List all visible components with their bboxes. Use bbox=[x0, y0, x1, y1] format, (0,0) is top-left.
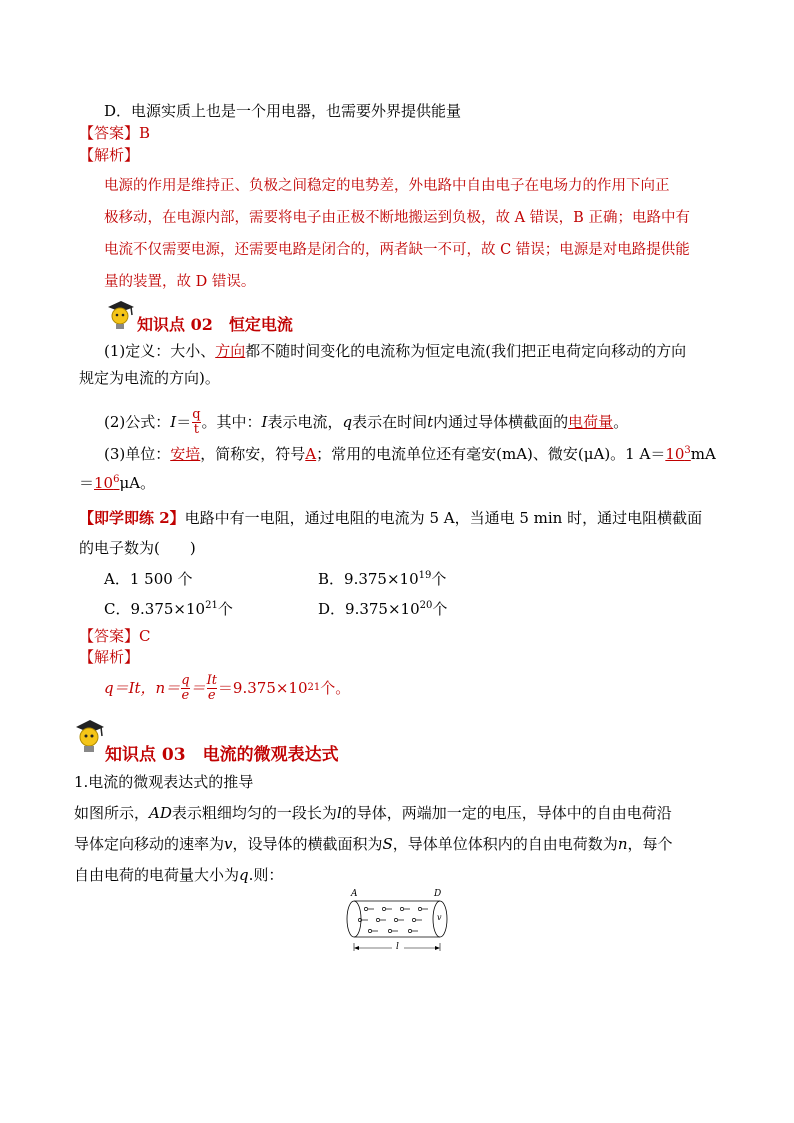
formula-text: 内通过导体横截面的 bbox=[433, 413, 569, 431]
p-text: 表示粗细均匀的一段长为 bbox=[171, 804, 337, 822]
opt-text: C．9.375×10 bbox=[104, 600, 206, 618]
formula-eq: ＝ bbox=[176, 413, 192, 431]
unit-blank-1e3 bbox=[665, 445, 690, 463]
label-v: v bbox=[437, 913, 442, 922]
label-d: D bbox=[434, 889, 442, 899]
kp2-unit-line2 bbox=[79, 473, 155, 493]
practice-analysis-label: 【解析】 bbox=[79, 648, 140, 666]
scholar-bulb-icon bbox=[104, 298, 136, 332]
p-var: AD bbox=[149, 804, 172, 822]
unit-blank-1e6 bbox=[94, 474, 119, 492]
formula-text: 表示在时间 bbox=[352, 413, 428, 431]
p-var: l bbox=[336, 804, 342, 822]
unit-text: mA bbox=[690, 445, 716, 463]
unit-blank-symbol: A bbox=[305, 445, 317, 463]
unit-base: 10 bbox=[665, 445, 685, 463]
practice-answer bbox=[79, 626, 151, 646]
opt-exp: 19 bbox=[418, 570, 432, 581]
answer-label: 【答案】 bbox=[79, 124, 140, 142]
def-blank-direction: 方向 bbox=[215, 342, 246, 360]
unit-text: ，简称安，符号 bbox=[200, 445, 306, 463]
kp3-subhead: 1.电流的微观表达式的推导 bbox=[74, 773, 254, 791]
answer-label: 【答案】 bbox=[79, 627, 140, 645]
kp2-unit bbox=[104, 444, 716, 464]
unit-exp: 6 bbox=[113, 474, 120, 485]
option-c bbox=[104, 599, 233, 619]
formula-text: 。 bbox=[613, 413, 629, 431]
answer-value: B bbox=[139, 124, 151, 142]
opt-text: D．9.375×10 bbox=[318, 600, 420, 618]
formula-text: 。其中： bbox=[201, 413, 262, 431]
p-text: ，设导体的横截面积为 bbox=[232, 835, 383, 853]
option-a: A．1 500 个 bbox=[104, 570, 193, 588]
practice-stem-text: 电路中有一电阻，通过电阻的电流为 5 A，当通电 5 min 时，通过电阻横截面 bbox=[184, 509, 703, 527]
opt-text: 个 bbox=[431, 570, 447, 588]
sol-text: q＝It，n＝ bbox=[104, 679, 181, 697]
unit-text: ；常用的电流单位还有毫安(mA)、微安(μA)。1 A＝ bbox=[316, 445, 666, 463]
frac-num: q bbox=[181, 672, 190, 688]
sol-text: ＝9.375×10 bbox=[217, 679, 308, 697]
scholar-bulb-icon bbox=[72, 717, 106, 755]
label-l: l bbox=[396, 942, 399, 952]
option-b bbox=[318, 569, 446, 589]
p-text: 自由电荷的电荷量大小为 bbox=[74, 866, 240, 884]
opt-exp: 20 bbox=[419, 600, 433, 611]
frac-num: q bbox=[192, 406, 201, 422]
p-text: ，导体单位体积内的自由电荷数为 bbox=[392, 835, 618, 853]
analysis-label: 【解析】 bbox=[79, 146, 140, 164]
kp3-paragraph-line3 bbox=[74, 865, 283, 885]
kp3-paragraph-line1 bbox=[74, 803, 672, 823]
fraction-q-over-t bbox=[192, 408, 200, 437]
p-var: n bbox=[617, 835, 628, 853]
kp2-formula bbox=[104, 402, 628, 442]
fraction-q-over-e bbox=[181, 674, 189, 703]
label-a: A bbox=[351, 889, 358, 899]
p-text: 导体定向移动的速率为 bbox=[74, 835, 225, 853]
practice-tag: 【即学即练 2】 bbox=[79, 509, 185, 527]
answer-line bbox=[79, 123, 150, 143]
kp2-definition bbox=[104, 341, 686, 361]
sol-text: ＝ bbox=[190, 679, 206, 697]
analysis-line: 量的装置，故 D 错误。 bbox=[104, 274, 256, 290]
kp3-paragraph-line2 bbox=[74, 834, 673, 854]
practice-stem bbox=[79, 508, 702, 528]
analysis-paragraph bbox=[104, 170, 690, 298]
formula-blank-charge: 电荷量 bbox=[568, 413, 614, 431]
p-var: S bbox=[382, 835, 393, 853]
practice-solution: q＝It，n＝ $\frac{q}{e}$ ＝ $\frac{It}{e}$ ＝9.375×10 21 个。 bbox=[104, 672, 351, 703]
p-var: q bbox=[239, 866, 249, 884]
unit-blank-ampere: 安培 bbox=[170, 445, 201, 463]
unit-exp: 3 bbox=[684, 445, 691, 456]
analysis-line: 电源的作用是维持正、负极之间稳定的电势差，外电路中自由电子在电场力的作用下向正 bbox=[104, 178, 670, 194]
def-text: 都不随时间变化的电流称为恒定电流(我们把正电荷定向移动的方向 bbox=[245, 342, 687, 360]
analysis-line: 电流不仅需要电源，还需要电路是闭合的，两者缺一不可，故 C 错误；电源是对电路提供能 bbox=[104, 242, 690, 258]
frac-num: It bbox=[206, 672, 217, 688]
frac-den: e bbox=[207, 687, 216, 703]
unit-base: 10 bbox=[94, 474, 114, 492]
unit-text: ＝ bbox=[79, 474, 95, 492]
opt-text: 个 bbox=[432, 600, 448, 618]
p-var: v bbox=[224, 835, 233, 853]
formula-i: I bbox=[170, 413, 177, 431]
p-text: 如图所示， bbox=[74, 804, 150, 822]
frac-den: t bbox=[193, 421, 199, 437]
option-d2 bbox=[318, 599, 447, 619]
kp3-title: 知识点 03 电流的微观表达式 bbox=[105, 745, 339, 765]
sol-text: 个。 bbox=[320, 679, 351, 697]
opt-exp: 21 bbox=[205, 600, 218, 611]
formula-text: 表示电流， bbox=[267, 413, 343, 431]
formula-label: (2)公式： bbox=[104, 413, 171, 431]
formula-q: q bbox=[342, 413, 353, 431]
analysis-line: 极移动，在电源内部，需要将电子由正极不断地搬运到负极，故 A 错误，B 正确；电路中有 bbox=[104, 210, 690, 226]
fraction-it-over-e bbox=[207, 674, 217, 703]
def-text: (1)定义：大小、 bbox=[104, 342, 216, 360]
option-d: D．电源实质上也是一个用电器，也需要外界提供能量 bbox=[104, 102, 462, 120]
formula-i: I bbox=[261, 413, 268, 431]
answer-value: C bbox=[139, 627, 151, 645]
kp2-title: 知识点 02 恒定电流 bbox=[137, 315, 293, 334]
unit-text: μA。 bbox=[119, 474, 156, 492]
conductor-diagram bbox=[340, 889, 460, 955]
p-text: .则： bbox=[248, 866, 284, 884]
opt-text: 个 bbox=[217, 600, 233, 618]
formula-t: t bbox=[427, 413, 434, 431]
p-text: ，每个 bbox=[627, 835, 673, 853]
frac-den: e bbox=[181, 687, 190, 703]
practice-stem-line2: 的电子数为( ) bbox=[79, 539, 196, 557]
p-text: 的导体，两端加一定的电压，导体中的自由电荷沿 bbox=[341, 804, 672, 822]
opt-text: B．9.375×10 bbox=[318, 570, 419, 588]
unit-text: (3)单位： bbox=[104, 445, 171, 463]
kp2-definition-line2: 规定为电流的方向)。 bbox=[79, 369, 220, 387]
